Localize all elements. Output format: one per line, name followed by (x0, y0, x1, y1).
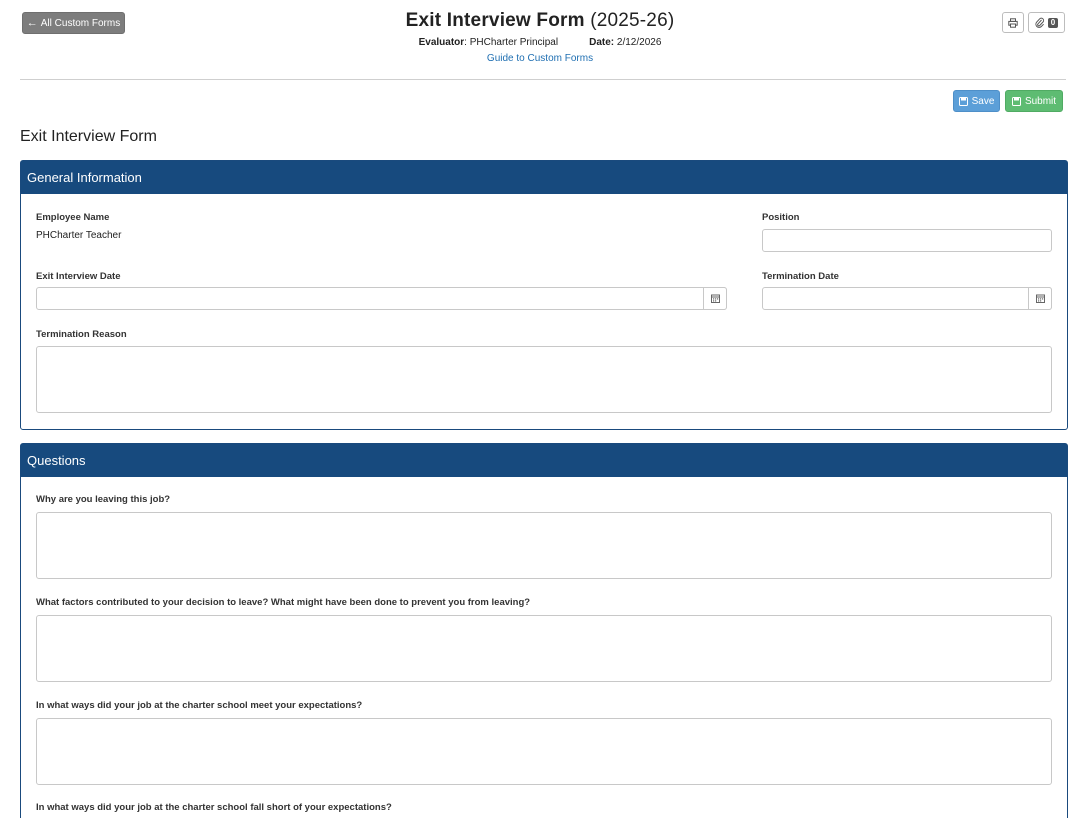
position-field[interactable] (762, 229, 1052, 252)
termination-date-label: Termination Date (762, 271, 839, 282)
question-1-textarea[interactable] (36, 512, 1052, 579)
questions-header: Questions (21, 444, 1067, 477)
date-value: 2/12/2026 (616, 37, 662, 48)
paperclip-icon (1035, 17, 1045, 28)
exit-interview-date-field[interactable] (36, 287, 727, 310)
page-title (0, 10, 1080, 32)
page-title-main: Exit Interview Form (405, 10, 585, 31)
calendar-icon (1036, 294, 1045, 303)
question-3-label: In what ways did your job at the charter school meet your expectations? (36, 700, 363, 711)
date-label: Date: (589, 37, 615, 48)
print-icon (1008, 18, 1018, 28)
evaluator-label: Evaluator (418, 37, 465, 48)
arrow-left-icon: ← (26, 17, 38, 29)
question-2-textarea[interactable] (36, 615, 1052, 682)
submit-label: Submit (1024, 95, 1057, 107)
termination-date-calendar-button[interactable] (1028, 287, 1052, 310)
date-info (589, 37, 661, 48)
save-label: Save (971, 95, 995, 107)
question-1-label: Why are you leaving this job? (36, 494, 171, 505)
question-3-textarea[interactable] (36, 718, 1052, 785)
general-information-panel (20, 160, 1068, 430)
page-title-year: (2025-26) (590, 10, 675, 31)
form-heading: Exit Interview Form (20, 128, 157, 145)
exit-interview-date-label: Exit Interview Date (36, 271, 121, 282)
termination-date-field[interactable] (762, 287, 1052, 310)
termination-reason-label: Termination Reason (36, 329, 127, 340)
calendar-icon (711, 294, 720, 303)
employee-name-label: Employee Name (36, 212, 110, 223)
general-information-header: General Information (21, 161, 1067, 194)
employee-name-value: PHCharter Teacher (36, 230, 122, 241)
attachments-button[interactable] (1028, 12, 1065, 33)
all-custom-forms-label: All Custom Forms (40, 17, 121, 29)
page-header (0, 10, 1080, 66)
question-2-label: What factors contributed to your decision to leave? What might have been done to prevent you from leaving? (36, 597, 531, 608)
print-button[interactable] (1002, 12, 1024, 33)
submit-button[interactable] (1005, 90, 1063, 112)
evaluator-value: : PHCharter Principal (464, 37, 559, 48)
guide-link[interactable]: Guide to Custom Forms (486, 53, 594, 64)
evaluation-meta (0, 37, 1080, 48)
floppy-disk-icon (1012, 97, 1021, 106)
floppy-disk-icon (959, 97, 968, 106)
position-label: Position (762, 212, 800, 223)
evaluator-info (419, 37, 559, 48)
question-4-label: In what ways did your job at the charter school fall short of your expectations? (36, 802, 392, 813)
termination-reason-textarea[interactable] (36, 346, 1052, 413)
questions-panel (20, 443, 1068, 818)
header-divider (20, 79, 1066, 80)
save-button[interactable] (953, 90, 1000, 112)
exit-date-calendar-button[interactable] (703, 287, 727, 310)
attachments-count-badge: 0 (1048, 18, 1058, 28)
